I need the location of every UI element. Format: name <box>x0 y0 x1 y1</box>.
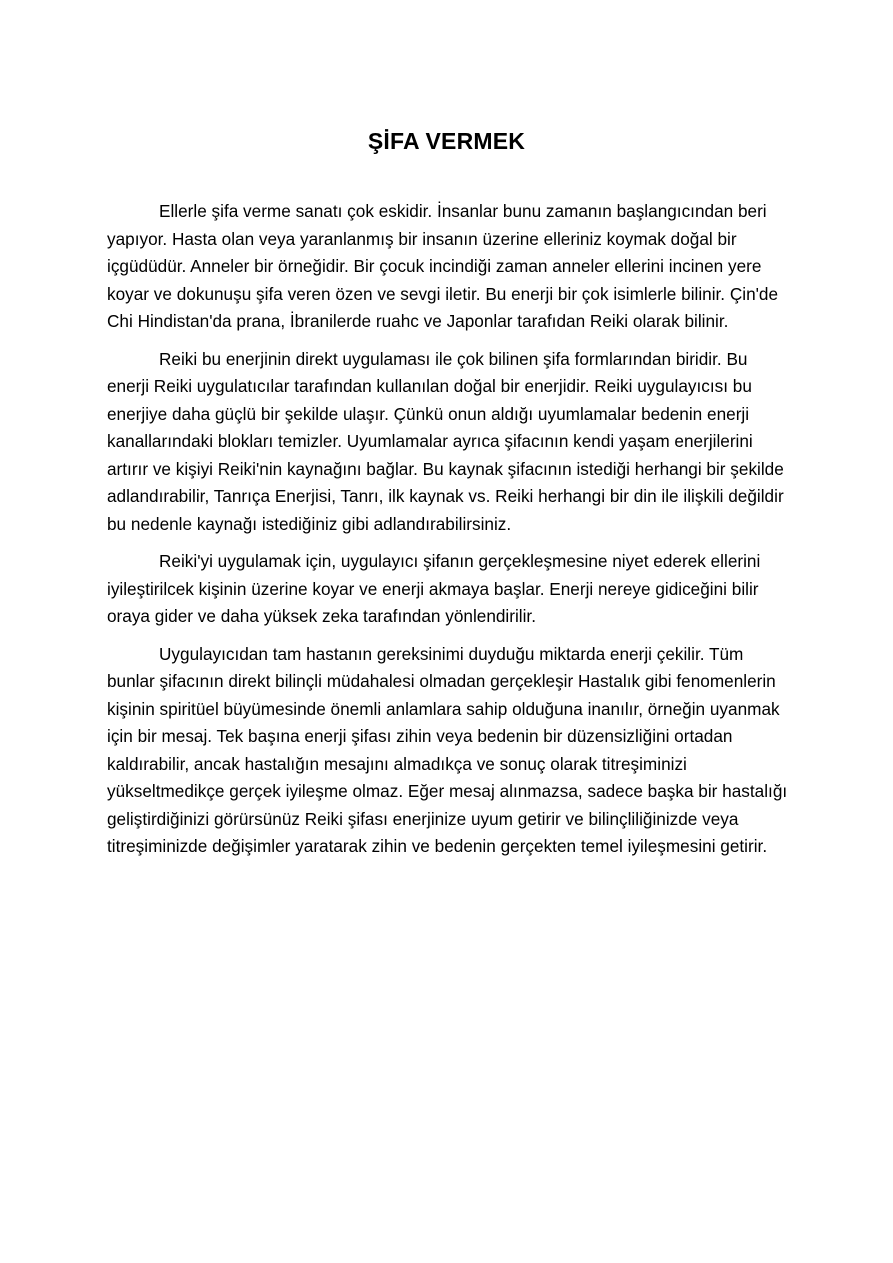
document-body <box>107 198 793 871</box>
paragraph-4: Uygulayıcıdan tam hastanın gereksinimi duyduğu miktarda enerji çekilir. Tüm bunlar şifacının direkt bilinçli müdahalesi olmadan gerçekleşir Hastalık gibi fenomenlerin kişinin spiritüel büyümesinde önemli anlamlara sahip olduğuna inanılır, örneğin uyanmak için bir mesaj. Tek başına enerji şifası zihin veya bedenin bir düzensizliğini ortadan kaldırabilir, ancak hastalığın mesajını almadıkça ve sonuç olarak titreşiminizi yükseltmedikçe gerçek iyileşme olmaz. Eğer mesaj alınmazsa, sadece başka bir hastalığı geliştirdiğinizi görürsünüz Reiki şifası enerjinize uyum getirir ve bilinçliliğinizde veya titreşiminizde değişimler yaratarak zihin ve bedenin gerçekten temel iyileşmesini getirir. <box>107 643 788 856</box>
paragraph-1: Ellerle şifa verme sanatı çok eskidir. İnsanlar bunu zamanın başlangıcından beri yapıyor. Hasta olan veya yaranlanmış bir insanın üzerine elleriniz koymak doğal bir içgüdüdür. Anneler bir örneğidir. Bir çocuk incindiği zaman anneler ellerini incinen yere koyar ve dokunuşu şifa veren özen ve sevgi iletir. Bu enerji bir çok isimlerle bilinir. Çin'de Chi Hindistan'da prana, İbranilerde ruahc ve Japonlar tarafıdan Reiki olarak bilinir. <box>107 201 779 331</box>
paragraph-2: Reiki bu enerjinin direkt uygulaması ile çok bilinen şifa formlarından biridir. Bu enerji Reiki uygulatıcılar tarafından kullanılan doğal bir enerjidir. Reiki uygulayıcısı bu enerjiye daha güçlü bir şekilde ulaşır. Çünkü onun aldığı uyumlamalar bedenin enerji kanallarındaki blokları temizler. Uyumlamalar ayrıca şifacının kendi yaşam enerjilerini artırır ve kişiyi Reiki'nin kaynağını bağlar. Bu kaynak şifacının istediği herhangi bir şekilde adlandırabilir, Tanrıça Enerjisi, Tanrı, ilk kaynak vs. Reiki herhangi bir din ile ilişkili değildir bu nedenle kaynağı istediğiniz gibi adlandırabilirsiniz. <box>107 348 784 534</box>
document-title: ŞİFA VERMEK <box>367 128 526 155</box>
paragraph-3: Reiki'yi uygulamak için, uygulayıcı şifanın gerçekleşmesine niyet ederek ellerini iyileştirilcek kişinin üzerine koyar ve enerji akmaya başlar. Enerji nereye gidiceğini bilir oraya gider ve daha yüksek zeka tarafından yönlendirilir. <box>107 551 761 626</box>
